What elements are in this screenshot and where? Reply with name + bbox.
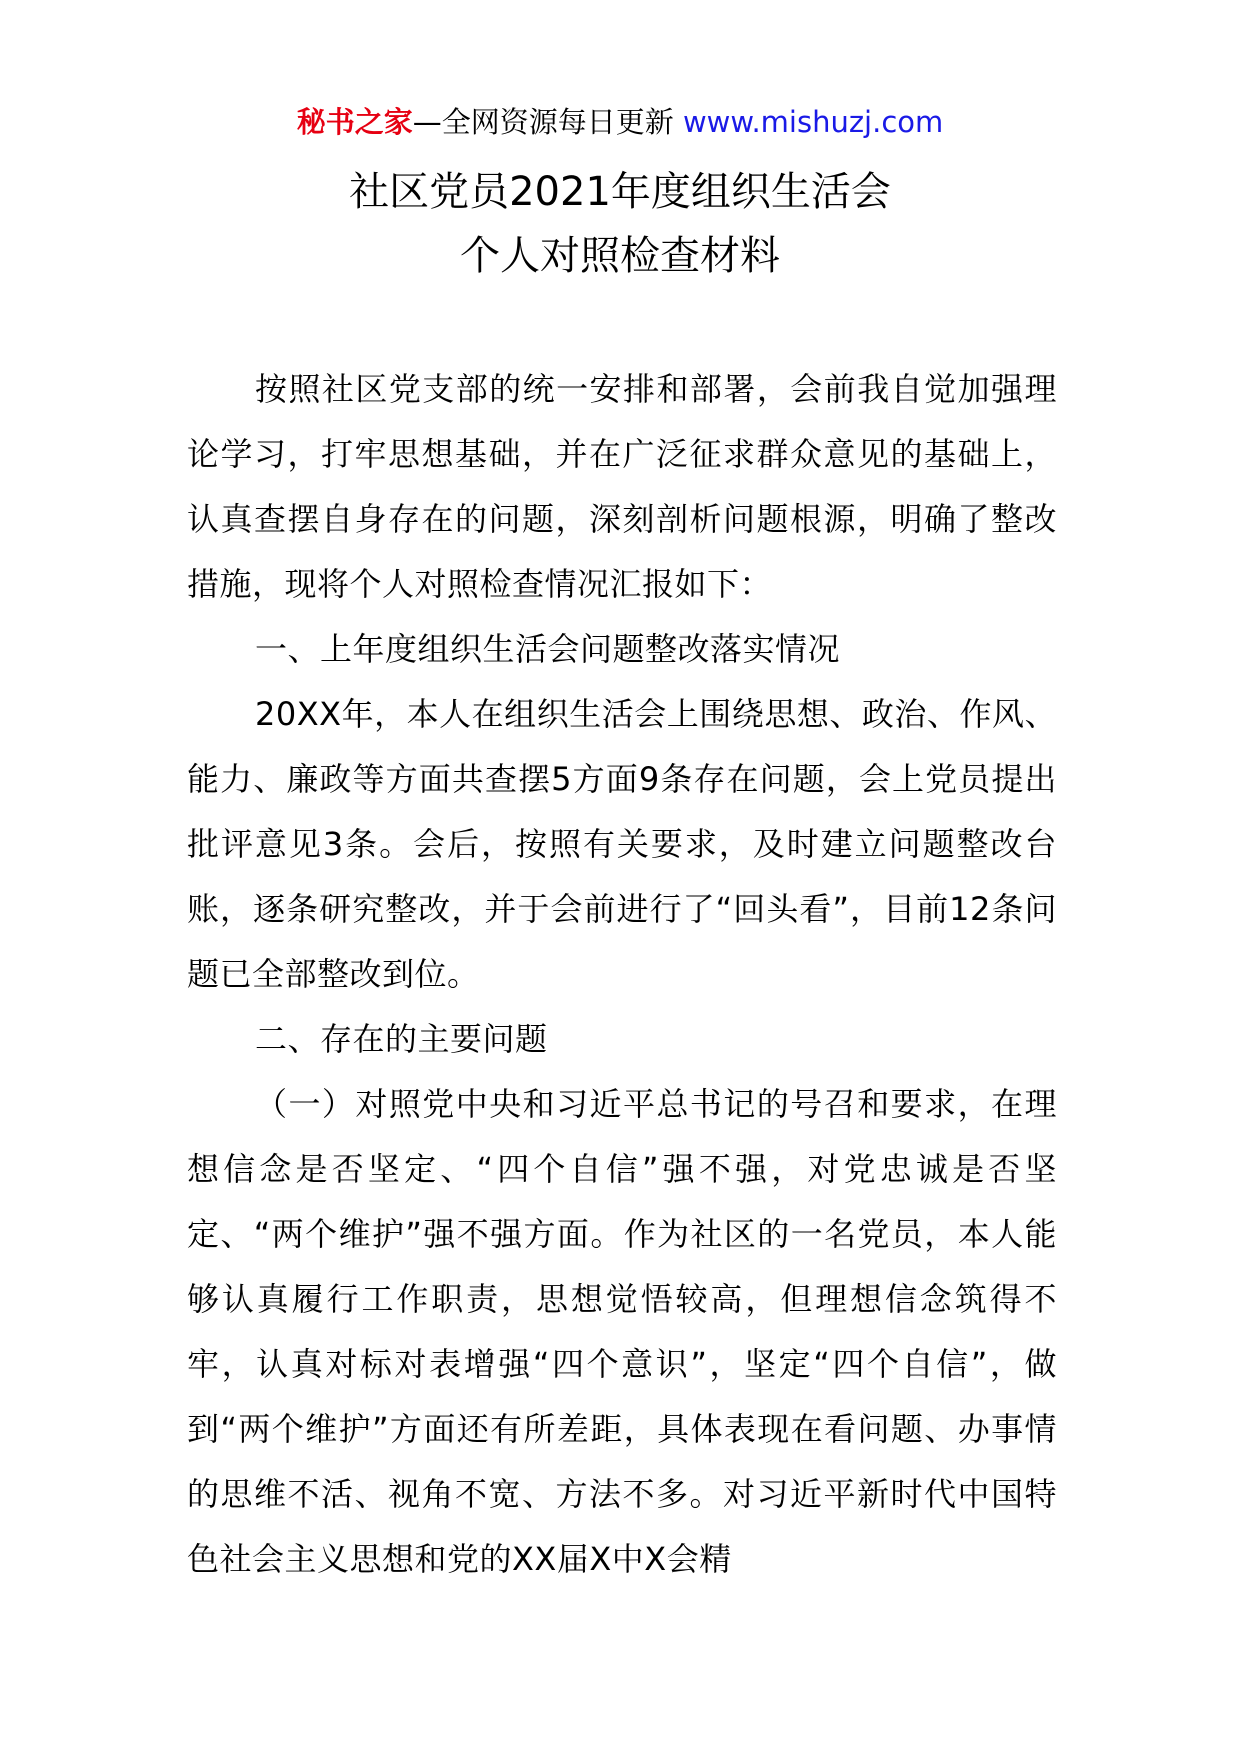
section-2-item-1-paragraph: （一）对照党中央和习近平总书记的号召和要求，在理想信念是否坚定、“四个自信”强不强，对党忠诚是否坚定、“两个维护”强不强方面。作为社区的一名党员，本人能够认真履行工作职责，思想觉悟较高，但理想信念筑得不牢，认真对标对表增强“四个意识”，坚定“四个自信”，做到“两个维护”方面还有所差距，具体表现在看问题、办事情的思维不活、视角不宽、方法不多。对习近平新时代中国特色社会主义思想和党的XX届X中X会精 (187, 1085, 1057, 1578)
document-title-line-2: 个人对照检查材料 (460, 233, 780, 279)
document-title-line-1: 社区党员2021年度组织生活会 (349, 169, 891, 215)
section-heading-2: 二、存在的主要问题 (255, 1020, 548, 1058)
intro-paragraph: 按照社区党支部的统一安排和部署，会前我自觉加强理论学习，打牢思想基础，并在广泛征求群众意见的基础上，认真查摆自身存在的问题，深刻剖析问题根源，明确了整改措施，现将个人对照检查情况汇报如下： (187, 370, 1057, 603)
banner-slogan: —全网资源每日更新 (412, 105, 674, 139)
brand-name: 秘书之家 (296, 105, 413, 139)
site-banner (0, 102, 1240, 142)
site-url[interactable]: www.mishuzj.com (682, 105, 944, 139)
document-body (187, 357, 1057, 1592)
section-heading-1: 一、上年度组织生活会问题整改落实情况 (255, 630, 841, 668)
section-1-paragraph: 20XX年，本人在组织生活会上围绕思想、政治、作风、能力、廉政等方面共查摆5方面9条存在问题，会上党员提出批评意见3条。会后，按照有关要求，及时建立问题整改台账，逐条研究整改，并于会前进行了“回头看”，目前12条问题已全部整改到位。 (187, 695, 1057, 993)
